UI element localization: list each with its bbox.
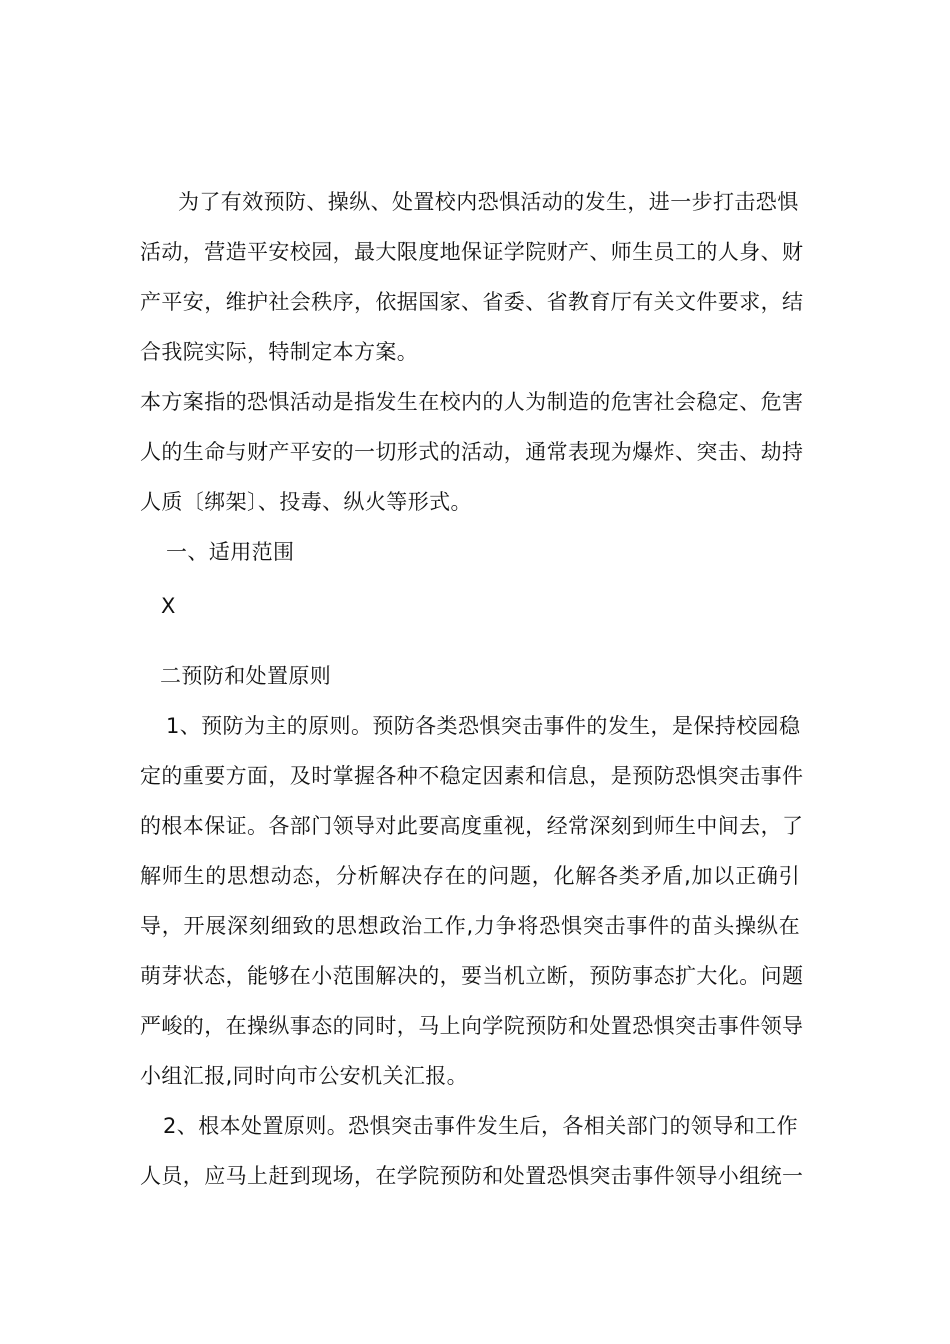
definition-line-3: 人质〔绑架〕、投毒、纵火等形式。 <box>140 490 472 514</box>
intro-line-3: 产平安，维护社会秩序，依据国家、省委、省教育厅有关文件要求，结 <box>140 290 804 314</box>
section-1-content: X <box>161 594 176 618</box>
principle-1-line-8: 小组汇报,同时向市公安机关汇报。 <box>140 1064 469 1088</box>
definition-line-2: 人的生命与财产平安的一切形式的活动，通常表现为爆炸、突击、劫持 <box>140 440 804 464</box>
section-1-heading: 一、适用范围 <box>166 540 295 564</box>
section-2-heading: 二预防和处置原则 <box>160 664 332 688</box>
intro-line-2: 活动，营造平安校园，最大限度地保证学院财产、师生员工的人身、财 <box>140 240 804 264</box>
principle-1-line-6: 萌芽状态，能够在小范围解决的，要当机立断，预防事态扩大化。问题 <box>140 964 804 988</box>
principle-1-line-3: 的根本保证。各部门领导对此要高度重视，经常深刻到师生中间去，了 <box>140 814 804 838</box>
principle-1-line-2: 定的重要方面，及时掌握各种不稳定因素和信息，是预防恐惧突击事件 <box>140 764 804 788</box>
definition-line-1: 本方案指的恐惧活动是指发生在校内的人为制造的危害社会稳定、危害 <box>140 390 804 414</box>
principle-1-line-5: 导，开展深刻细致的思想政治工作,力争将恐惧突击事件的苗头操纵在 <box>140 914 800 938</box>
principle-2-line-1: 2、根本处置原则。恐惧突击事件发生后，各相关部门的领导和工作 <box>163 1114 798 1138</box>
intro-line-1: 为了有效预防、操纵、处置校内恐惧活动的发生，进一步打击恐惧 <box>178 190 799 214</box>
principle-1-line-7: 严峻的，在操纵事态的同时，马上向学院预防和处置恐惧突击事件领导 <box>140 1014 804 1038</box>
principle-1-line-4: 解师生的思想动态，分析解决存在的问题，化解各类矛盾,加以正确引 <box>140 864 800 888</box>
principle-1-line-1: 1、预防为主的原则。预防各类恐惧突击事件的发生，是保持校园稳 <box>166 714 801 738</box>
principle-2-line-2: 人员，应马上赶到现场，在学院预防和处置恐惧突击事件领导小组统一 <box>140 1164 804 1188</box>
intro-line-4: 合我院实际，特制定本方案。 <box>140 340 419 364</box>
